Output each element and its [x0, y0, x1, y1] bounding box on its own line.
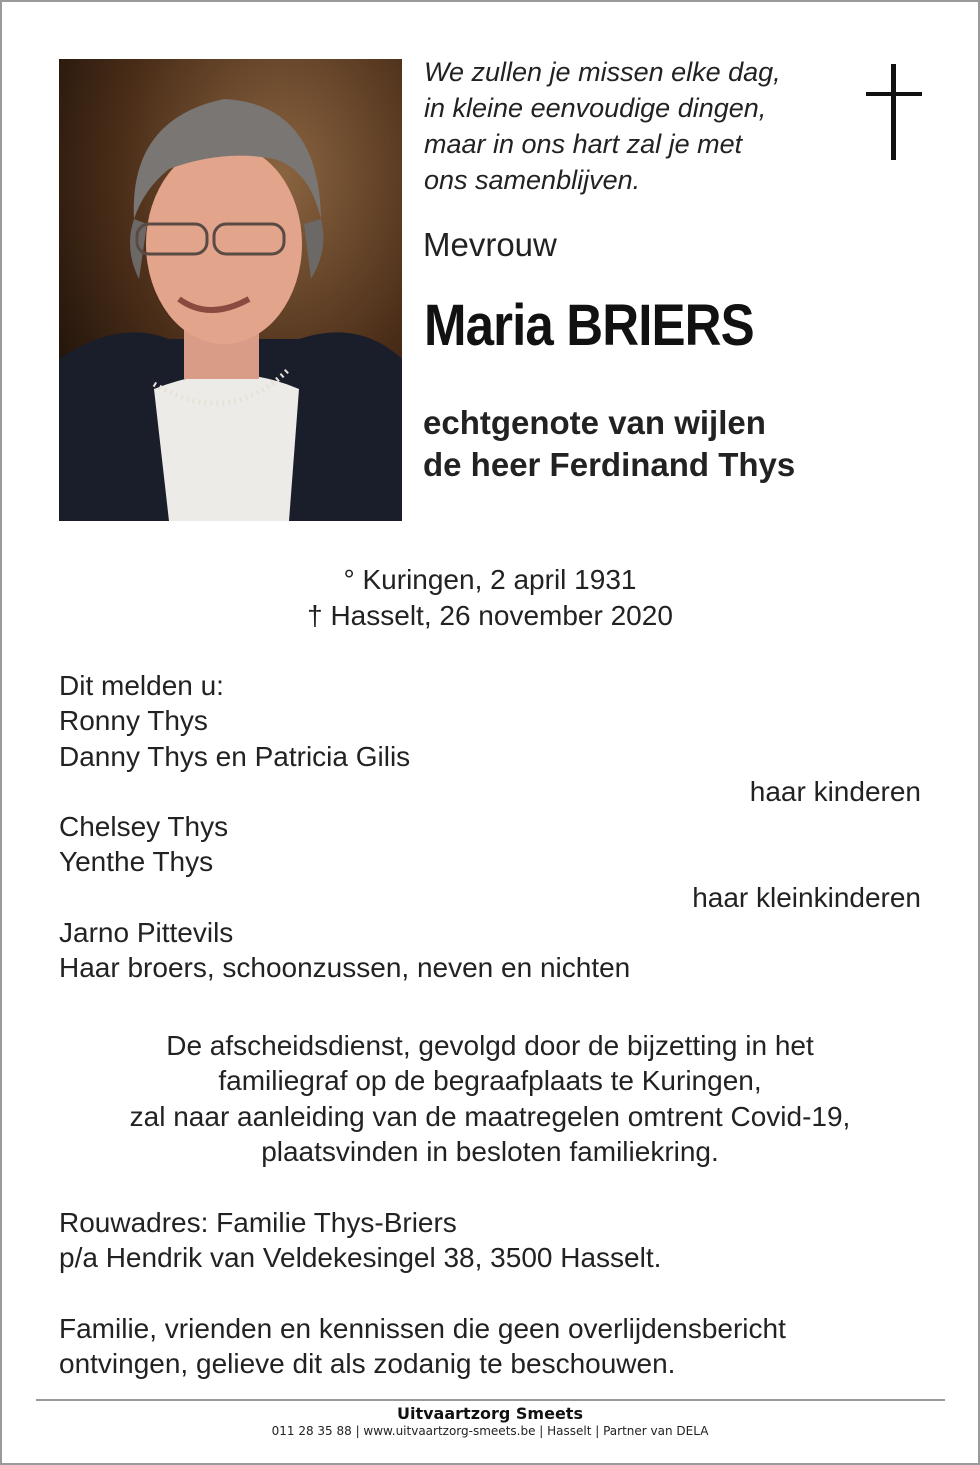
- death-date: † Hasselt, 26 november 2020: [307, 600, 673, 631]
- mourning-address: [59, 1205, 921, 1276]
- footer-divider: [36, 1399, 945, 1401]
- family-member: Ronny Thys: [59, 705, 208, 737]
- family-list: [59, 668, 921, 986]
- life-dates: [0, 562, 980, 634]
- service-line: zal naar aanleiding van de maatregelen omtrent Covid-19,: [129, 1100, 851, 1132]
- address-line: p/a Hendrik van Veldekesingel 38, 3500 Hasselt.: [59, 1242, 662, 1274]
- poem-line: ons samenblijven.: [424, 165, 641, 195]
- service-info: [0, 1028, 980, 1169]
- notice-line: Familie, vrienden en kennissen die geen overlijdensbericht: [59, 1313, 786, 1344]
- family-intro: Dit melden u:: [59, 670, 224, 701]
- notice-line: ontvingen, gelieve dit als zodanig te beschouwen.: [59, 1348, 676, 1380]
- service-line: familiegraf op de begraafplaats te Kuringen,: [218, 1065, 762, 1097]
- family-member: Danny Thys en Patricia Gilis: [59, 740, 411, 772]
- service-line: De afscheidsdienst, gevolgd door de bijzetting in het: [166, 1030, 814, 1061]
- deceased-name: Maria BRIERS: [424, 293, 754, 358]
- spouse-line: de heer Ferdinand Thys: [423, 446, 796, 483]
- family-member: Jarno Pittevils: [59, 917, 234, 949]
- address-line: Rouwadres: Familie Thys-Briers: [59, 1207, 457, 1238]
- service-line: plaatsvinden in besloten familiekring.: [261, 1135, 719, 1167]
- spouse-info: [423, 402, 795, 486]
- family-member: Yenthe Thys: [59, 846, 214, 878]
- honorific: Mevrouw: [423, 226, 557, 263]
- birth-date: ° Kuringen, 2 april 1931: [343, 564, 637, 595]
- family-member: Haar broers, schoonzussen, neven en nichten: [59, 952, 631, 984]
- funeral-home-contact: 011 28 35 88 | www.uitvaartzorg-smeets.be | Hasselt | Partner van DELA: [271, 1424, 709, 1438]
- relation-label: haar kinderen: [749, 775, 921, 807]
- funeral-home-name: Uitvaartzorg Smeets: [397, 1404, 583, 1423]
- notice: [59, 1311, 921, 1382]
- poem-line: maar in ons hart zal je met: [424, 129, 743, 159]
- cross-icon: [866, 64, 922, 160]
- relation-label: haar kleinkinderen: [692, 881, 921, 913]
- portrait-photo: [59, 59, 402, 521]
- memorial-poem: [424, 54, 781, 198]
- portrait-illustration: [59, 59, 402, 521]
- family-member: Chelsey Thys: [59, 811, 229, 843]
- spouse-line: echtgenote van wijlen: [423, 404, 766, 441]
- poem-line: in kleine eenvoudige dingen,: [424, 93, 767, 123]
- poem-line: We zullen je missen elke dag,: [424, 57, 781, 87]
